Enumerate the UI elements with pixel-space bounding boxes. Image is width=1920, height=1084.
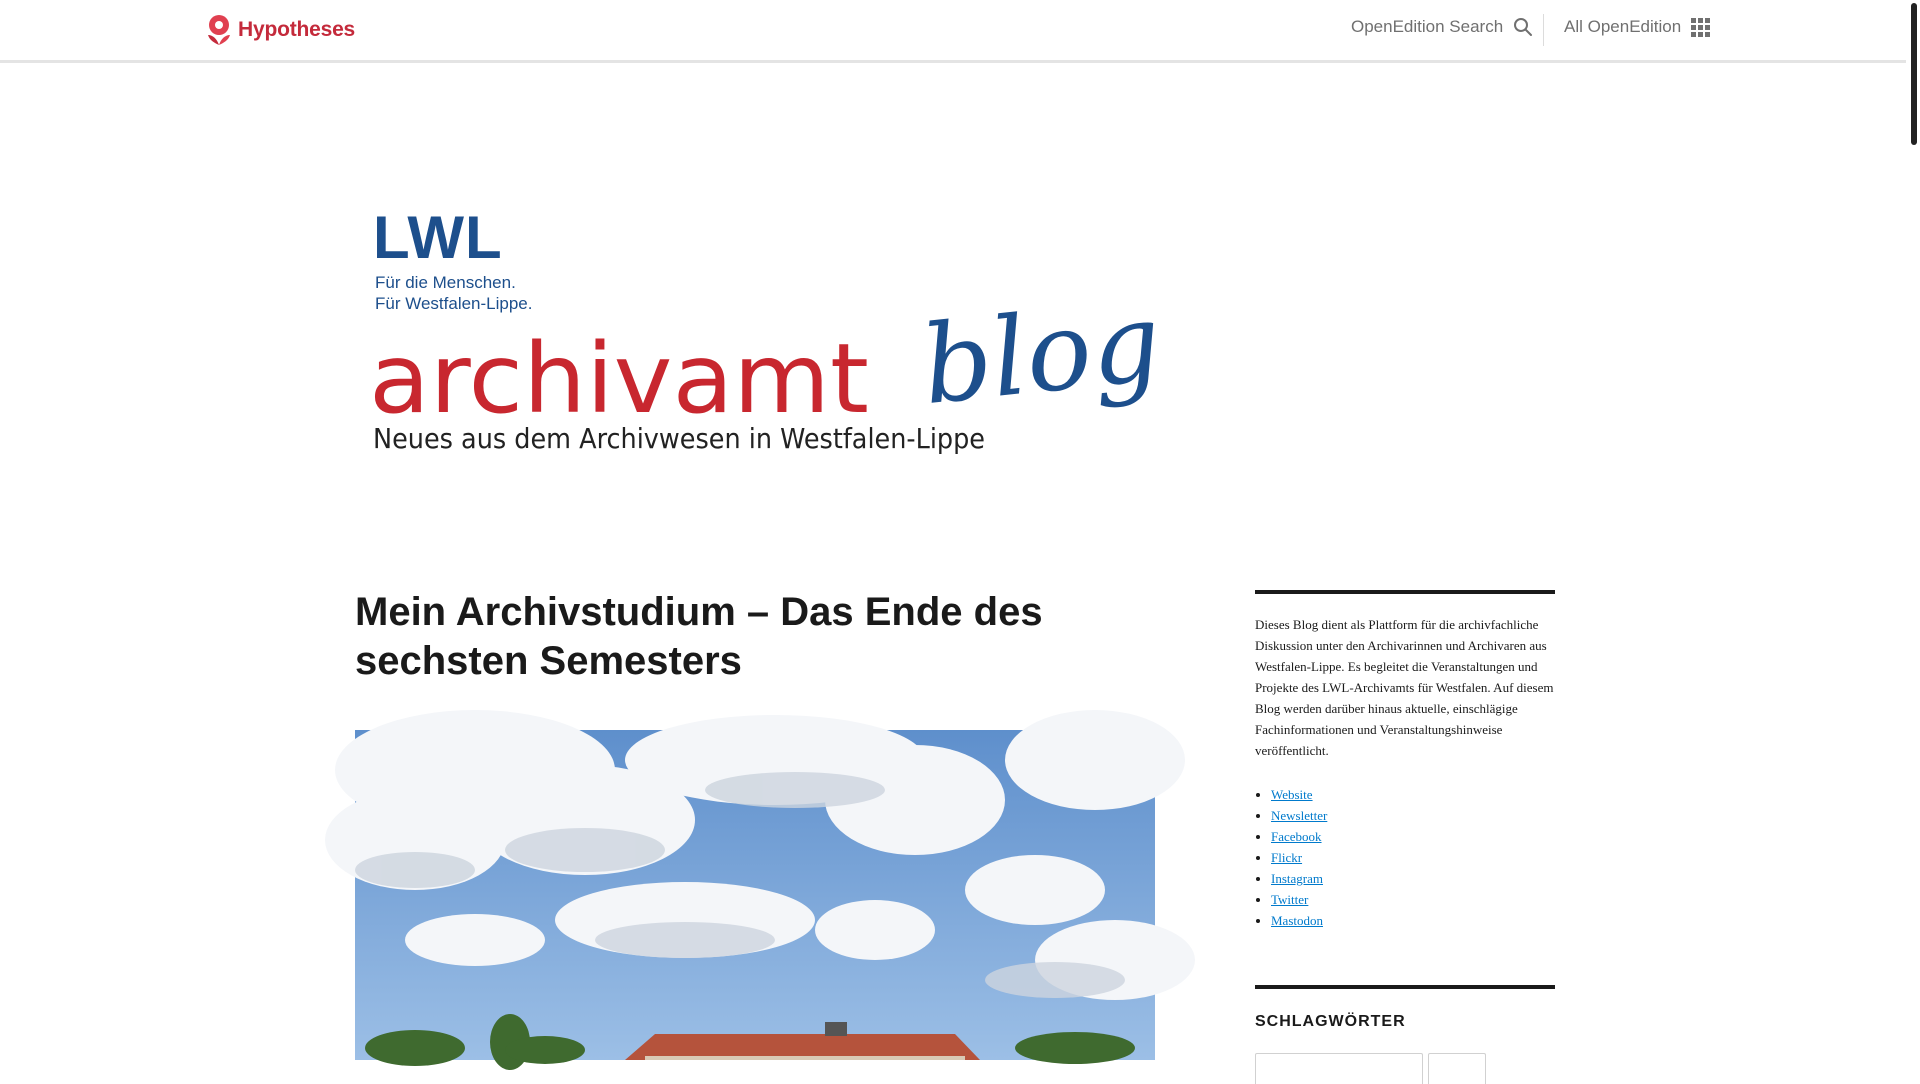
list-item bbox=[1271, 868, 1555, 889]
logo-lwl-text: LWL bbox=[373, 204, 503, 271]
link-mastodon[interactable]: Mastodon bbox=[1271, 913, 1323, 928]
link-newsletter[interactable]: Newsletter bbox=[1271, 808, 1328, 823]
link-twitter[interactable]: Twitter bbox=[1271, 892, 1309, 907]
tags-widget-title: SCHLAGWÖRTER bbox=[1255, 1013, 1406, 1030]
tags-widget bbox=[1255, 985, 1555, 1031]
link-website[interactable]: Website bbox=[1271, 787, 1313, 802]
hypotheses-home-link[interactable] bbox=[205, 12, 355, 48]
search-icon bbox=[1513, 17, 1533, 37]
openedition-search-button[interactable] bbox=[1351, 17, 1533, 37]
list-item bbox=[1271, 889, 1555, 910]
list-item bbox=[1271, 784, 1555, 805]
post-featured-image[interactable] bbox=[355, 730, 1155, 1060]
list-item bbox=[1271, 826, 1555, 847]
page-scrollbar[interactable] bbox=[1906, 0, 1920, 1080]
scrollbar-thumb[interactable] bbox=[1911, 3, 1917, 145]
social-links-list bbox=[1255, 784, 1555, 931]
sidebar bbox=[1255, 590, 1555, 931]
logo-subtitle: Neues aus dem Archivwesen in Westfalen-Lippe bbox=[373, 422, 985, 455]
logo-blog-script: blog bbox=[916, 279, 1167, 430]
list-item bbox=[1271, 847, 1555, 868]
list-item bbox=[1271, 910, 1555, 931]
logo-tagline-2: Für Westfalen-Lippe. bbox=[375, 294, 533, 313]
logo-tagline-1: Für die Menschen. bbox=[375, 273, 516, 292]
site-header-logo[interactable] bbox=[355, 190, 1167, 480]
archivamt-blog-logo bbox=[355, 190, 1167, 480]
link-facebook[interactable]: Facebook bbox=[1271, 829, 1322, 844]
topbar-divider bbox=[1543, 14, 1544, 46]
post-featured-image-graphic bbox=[355, 730, 1155, 1060]
link-flickr[interactable]: Flickr bbox=[1271, 850, 1303, 865]
logo-archivamt-text: archivamt bbox=[369, 323, 869, 435]
tag-submit-button[interactable] bbox=[1428, 1053, 1486, 1084]
all-openedition-button[interactable] bbox=[1564, 17, 1710, 37]
tag-select[interactable] bbox=[1255, 1053, 1423, 1084]
list-item bbox=[1271, 805, 1555, 826]
hypotheses-logo-icon bbox=[205, 13, 233, 47]
widget-divider bbox=[1255, 590, 1555, 594]
hypotheses-brand-text: Hypotheses bbox=[238, 18, 356, 41]
openedition-topbar bbox=[0, 0, 1906, 63]
apps-grid-icon bbox=[1691, 18, 1710, 37]
post-title[interactable]: Mein Archivstudium – Das Ende des sechsten Semesters bbox=[355, 590, 1043, 683]
all-openedition-label: All OpenEdition bbox=[1564, 17, 1682, 36]
blog-description: Dieses Blog dient als Plattform für die archivfachliche Diskussion unter den Archivarinnen und Archivaren aus Westfalen-Lippe. Es begleitet die Veranstaltungen und Projekte des LWL-Archivamts für Westfalen. Auf diesem Blog werden darüber hinaus aktuelle, einschlägige Fachinformationen und Veranstaltungshinweise veröffentlicht. bbox=[1255, 617, 1554, 758]
link-instagram[interactable]: Instagram bbox=[1271, 871, 1323, 886]
openedition-search-label: OpenEdition Search bbox=[1351, 17, 1504, 36]
widget-divider bbox=[1255, 985, 1555, 989]
